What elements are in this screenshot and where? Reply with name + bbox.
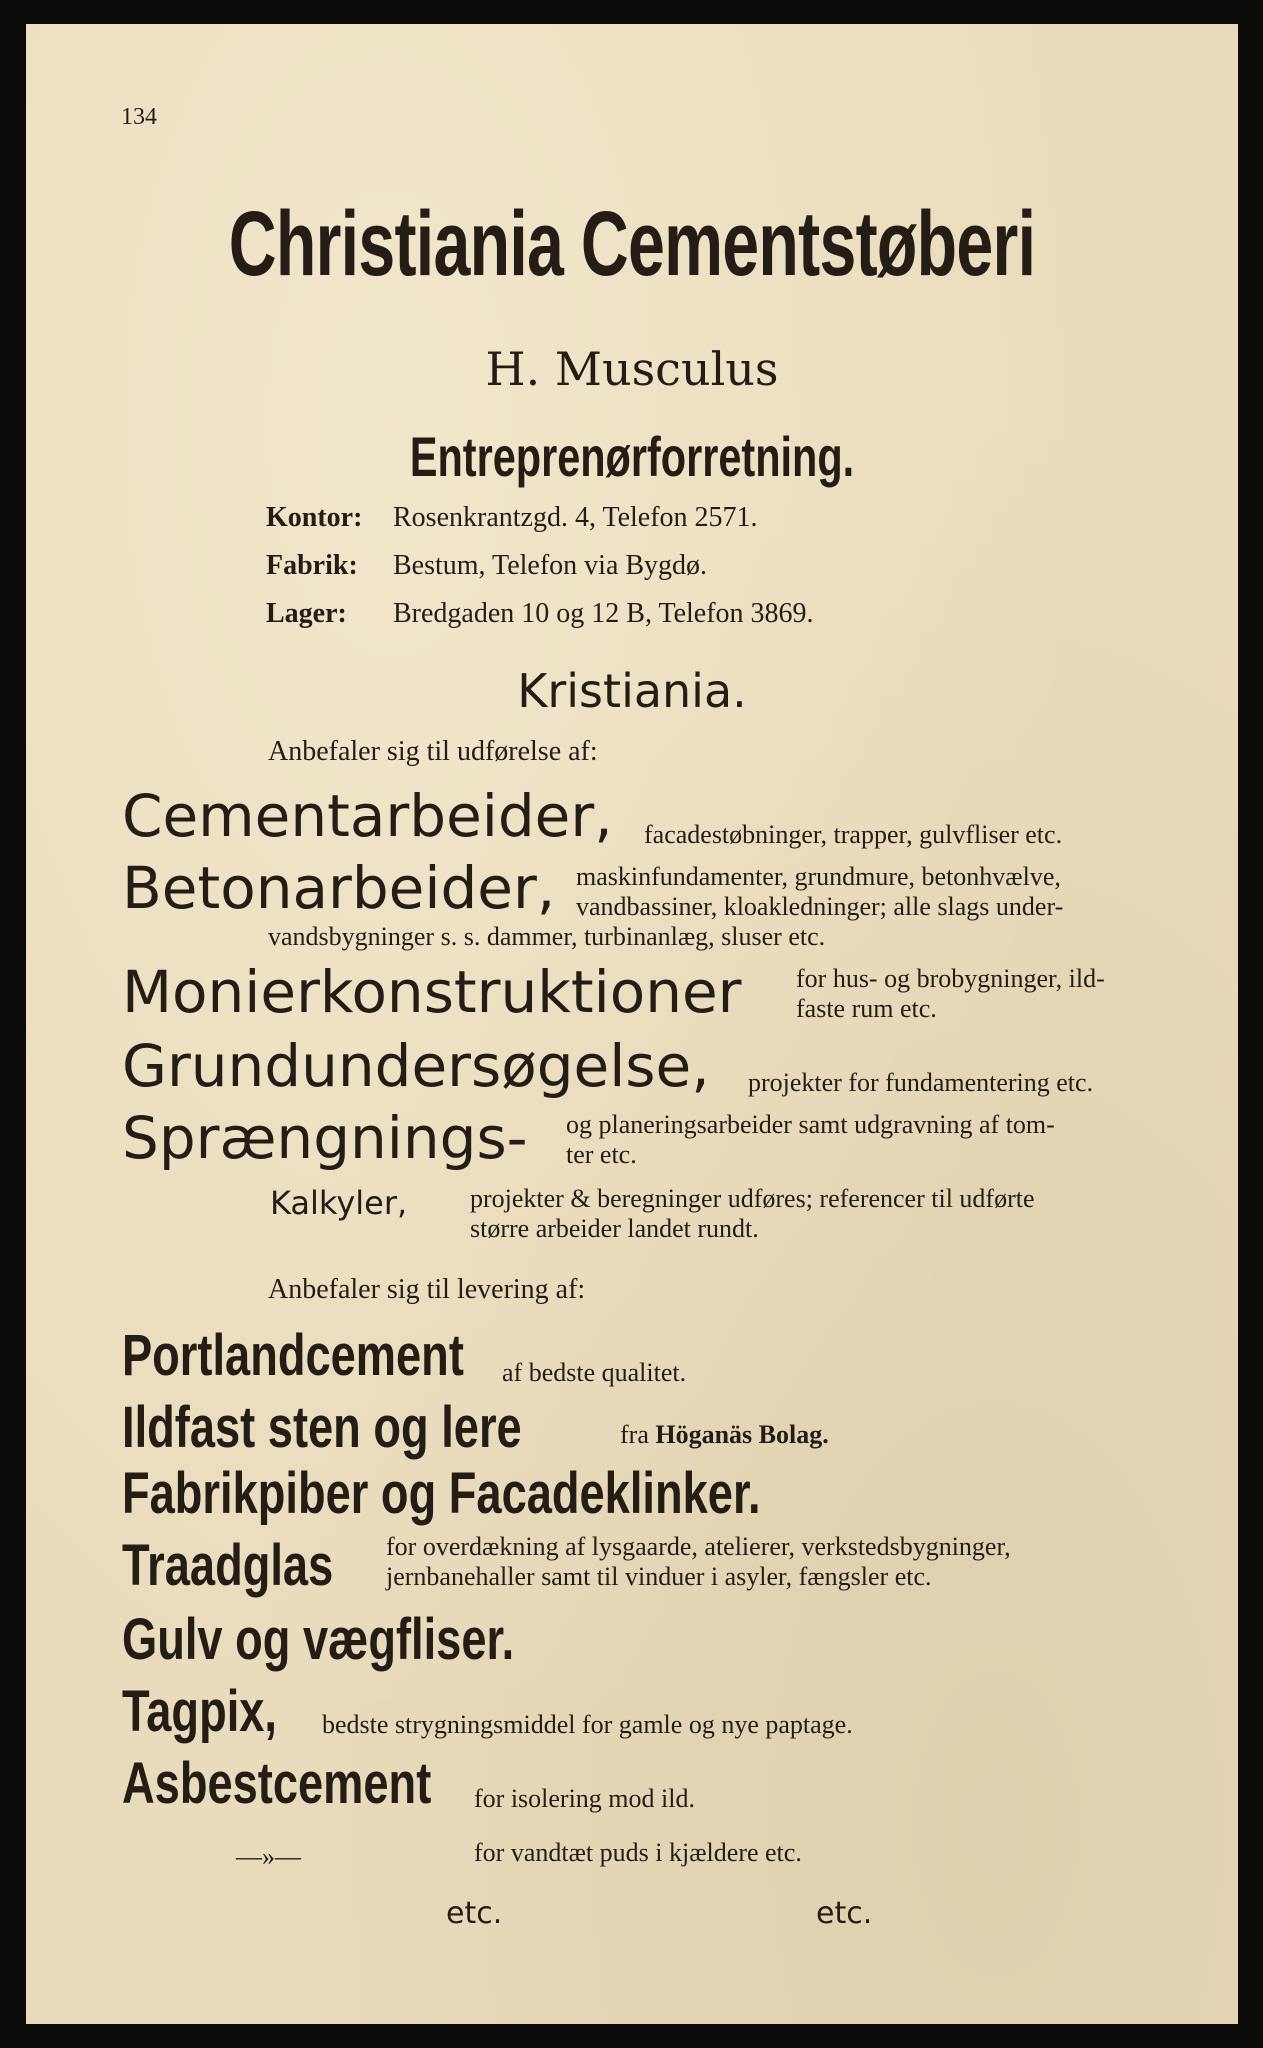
product-name: Asbestcement xyxy=(122,1751,432,1816)
extra-line: for vandtæt puds i kjældere etc. xyxy=(474,1838,802,1867)
product-desc: jernbanehaller samt til vinduer i asyler, fængsler etc. xyxy=(386,1562,932,1591)
service-name: Grundundersøgelse, xyxy=(122,1032,710,1100)
service-name: Sprængnings- xyxy=(122,1104,528,1172)
address-text: Rosenkrantzgd. 4, Telefon 2571. xyxy=(393,502,758,533)
service-desc: maskinfundamenter, grundmure, betonhvælve, xyxy=(576,862,1061,891)
products-intro: Anbefaler sig til levering af: xyxy=(268,1274,586,1305)
address-warehouse xyxy=(266,598,814,630)
catalog-page xyxy=(26,24,1238,2024)
address-text: Bestum, Telefon via Bygdø. xyxy=(393,550,708,581)
product-name: Ildfast sten og lere xyxy=(122,1395,522,1460)
service-desc: ter etc. xyxy=(566,1140,637,1169)
address-label: Fabrik: xyxy=(266,550,358,581)
address-text: Bredgaden 10 og 12 B, Telefon 3869. xyxy=(393,598,814,629)
product-desc: bedste strygningsmiddel for gamle og nye paptage. xyxy=(322,1710,853,1739)
product-desc: af bedste qualitet. xyxy=(502,1358,687,1387)
service-desc: og planeringsarbeider samt udgravning af tom- xyxy=(566,1110,1055,1139)
address-factory xyxy=(266,550,707,582)
company-title: Christiania Cementstøberi xyxy=(228,193,1036,295)
service-name: Monierkonstruktioner xyxy=(122,958,742,1026)
calculations-desc: større arbeider landet rundt. xyxy=(470,1214,759,1243)
product-name: Gulv og vægfliser. xyxy=(122,1607,515,1672)
services-intro: Anbefaler sig til udførelse af: xyxy=(268,736,598,767)
address-office xyxy=(266,502,758,534)
product-desc: for overdækning af lysgaarde, atelierer, verkstedsbygninger, xyxy=(386,1532,1011,1561)
service-desc: faste rum etc. xyxy=(796,994,937,1023)
owner-name: H. Musculus xyxy=(485,342,779,396)
calculations-desc: projekter & beregninger udføres; referencer til udførte xyxy=(470,1184,1035,1213)
etc-left: etc. xyxy=(446,1896,503,1931)
product-desc: for isolering mod ild. xyxy=(474,1784,695,1813)
service-desc: facadestøbninger, trapper, gulvfliser etc. xyxy=(644,820,1063,849)
product-name: Traadglas xyxy=(122,1533,334,1598)
service-name: Cementarbeider, xyxy=(122,782,613,850)
service-desc: for hus- og brobygninger, ild- xyxy=(796,964,1105,993)
address-label: Kontor: xyxy=(266,502,363,533)
service-desc: vandsbygninger s. s. dammer, turbinanlæg, sluser etc. xyxy=(268,922,826,951)
service-desc: vandbassiner, kloakledninger; alle slags under- xyxy=(576,892,1064,921)
product-name: Portlandcement xyxy=(122,1323,464,1388)
city-name: Kristiania. xyxy=(517,664,747,718)
dash-mark: —»— xyxy=(236,1842,301,1871)
product-name: Tagpix, xyxy=(122,1679,278,1744)
service-desc: projekter for fundamentering etc. xyxy=(748,1068,1094,1097)
product-name: Fabrikpiber og Facadeklinker. xyxy=(122,1461,761,1526)
etc-right: etc. xyxy=(816,1896,873,1931)
product-desc: fra Höganäs Bolag. xyxy=(620,1420,829,1449)
page-number: 134 xyxy=(121,104,157,130)
business-subtitle: Entreprenørforretning. xyxy=(409,425,855,488)
calculations-name: Kalkyler, xyxy=(270,1184,408,1222)
address-label: Lager: xyxy=(266,598,347,629)
service-name: Betonarbeider, xyxy=(122,854,556,922)
